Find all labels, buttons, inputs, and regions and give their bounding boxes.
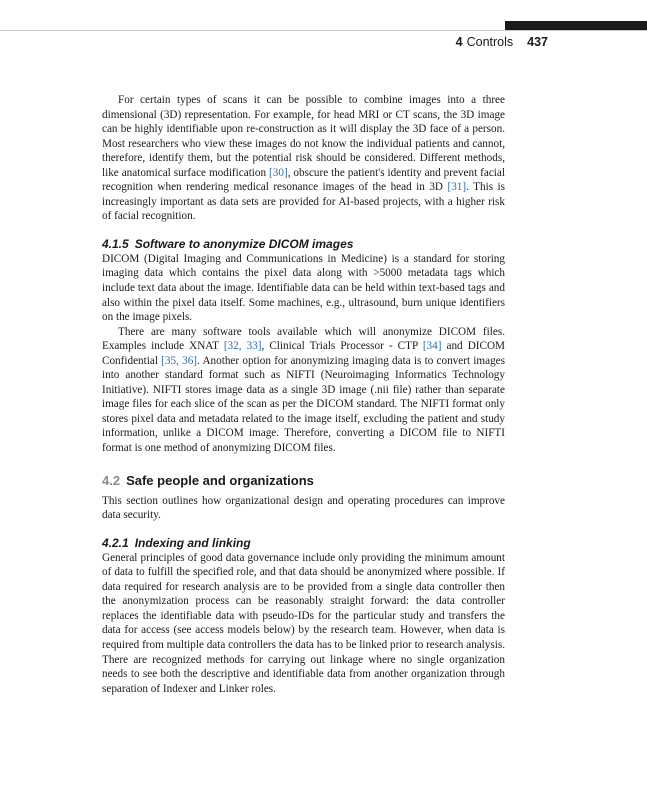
text-run: , Clinical Trials Processor - CTP	[261, 340, 423, 353]
subsection-number: 4.1.5	[102, 236, 129, 251]
chapter-number: 4	[455, 35, 463, 49]
section-heading-4-2	[102, 472, 505, 490]
paragraph-3d-scans	[102, 93, 505, 224]
text-run: . Another option for anonymizing imaging data is to convert images into another standard format such as NIFTI (Neuroimaging Informatics Technology Initiative). NIFTI stores image data as a single 3D image (.nii file) rather than separate image files for each slice of the scan as per the DICOM standard. The NIFTI format only stores pixel data and metadata related to the image itself, excluding the patient and study information, unlike a DICOM image. Therefore, converting a DICOM file to NIFTI format is one method of anonymizing DICOM files.	[102, 354, 506, 455]
chapter-title: Controls	[466, 35, 514, 49]
header-rule	[0, 30, 647, 31]
subsection-title: Software to anonymize DICOM images	[134, 236, 354, 251]
paragraph-dicom-standard: DICOM (Digital Imaging and Communications in Medicine) is a standard for storing imaging data which contains the pixel data along with >5000 metadata tags which include text data about the image. Identifiable data can be held within text-based tags and also within the pixel data itself. Some machines, e.g., ultrasound, burn unique identifiers on the image pixels.	[102, 252, 505, 324]
text-run: , obscure the patient's identity and prevent facial recognition when rendering medical resonance images of the head in 3D	[102, 166, 505, 194]
paragraph-indexing-linking: General principles of good data governance include only providing the minimum amount of data to fulfill the specified role, and that data should be anonymized where possible. If data required for research analysis are to be provided from a single data controller then the anonymization process can be reasonably straight forward: the data controller replaces the identifiable data with pseudo-IDs for the particular study and transfers the data for access (see access models below) by the research team. However, when data is required from multiple data controllers the data has to be linked prior to research analysis. There are recognized methods for carrying out linkage where no single organization needs to see both the descriptive and identifiable data from another organization through separation of Indexer and Linker roles.	[102, 551, 505, 695]
text-run: For certain types of scans it can be possible to combine images into a three dimensional (3D) representation. For example, for head MRI or CT scans, the 3D image can be highly identifiable upon re-construction as it will display the 3D face of a person. Most researchers who view these images do not know the individual patients and cannot, therefore, identify them, but the potential risk should be considered. Different methods, like anatomical surface modification	[102, 94, 505, 179]
citation-link[interactable]: [34]	[422, 340, 442, 353]
subsection-heading-4-2-1	[102, 535, 505, 551]
citation-link[interactable]: [30]	[269, 166, 288, 179]
paragraph-anonymization-tools	[102, 325, 505, 456]
section-title: Safe people and organizations	[126, 472, 314, 488]
text-run: There are many software tools available which will anonymize DICOM files. Examples include XNAT	[102, 325, 505, 353]
section-number: 4.2	[102, 472, 121, 488]
subsection-title: Indexing and linking	[134, 535, 251, 550]
paragraph-section-intro: This section outlines how organizational design and operating procedures can improve data security.	[102, 494, 505, 522]
running-header	[456, 35, 548, 49]
subsection-number: 4.2.1	[102, 535, 129, 550]
header-bar	[505, 21, 647, 30]
subsection-heading-4-1-5	[102, 236, 505, 252]
page-body	[102, 93, 505, 696]
citation-link[interactable]: [35, 36]	[161, 354, 198, 367]
text-run: . This is increasingly important as data sets are provided for AI-based projects, with a higher risk of facial recognition.	[102, 181, 505, 223]
page-number: 437	[527, 35, 548, 49]
citation-link[interactable]: [32, 33]	[223, 340, 262, 353]
citation-link[interactable]: [31]	[447, 181, 467, 194]
text-run: and DICOM Confidential	[102, 340, 505, 367]
